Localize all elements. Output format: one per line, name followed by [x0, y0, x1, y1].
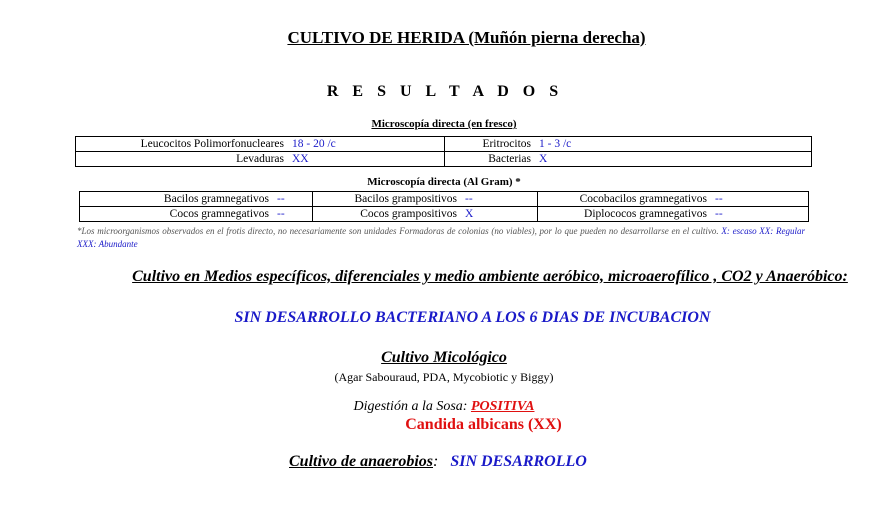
table-row: [76, 137, 812, 152]
cell-label: Eritrocitos: [482, 138, 531, 150]
microscopy-footnote: [77, 225, 805, 251]
fresh-microscopy-heading: Microscopía directa (en fresco): [371, 118, 517, 130]
results-heading: R E S U L T A D O S: [326, 83, 564, 100]
digestion-result: POSITIVA: [470, 399, 535, 414]
table-cell: [538, 192, 809, 207]
mycology-heading: Cultivo Micológico: [381, 349, 507, 366]
cell-label: Bacterias: [488, 153, 531, 165]
table-cell: [538, 207, 809, 222]
organism-result: Candida albicans (XX): [405, 416, 562, 433]
anaerobes-line: [289, 453, 587, 471]
footnote-legend: X: escaso XX: Regular XXX: Abundante: [77, 226, 805, 249]
cell-value: 18 - 20 /c: [292, 138, 336, 150]
table-cell: [80, 192, 313, 207]
table-cell: [76, 152, 445, 167]
culture-heading: Cultivo en Medios específicos, diferenciales y medio ambiente aeróbico, microaerofílico , CO2 y Anaeróbico:: [132, 268, 848, 285]
gram-microscopy-heading: Microscopía directa (Al Gram) *: [367, 176, 521, 188]
anaerobes-separator: :: [433, 453, 439, 470]
cell-value: XX: [292, 153, 309, 165]
fresh-microscopy-table: [75, 136, 812, 167]
report-title: CULTIVO DE HERIDA (Muñón pierna derecha): [287, 28, 646, 47]
cell-label: Levaduras: [236, 153, 284, 165]
cell-label: Leucocitos Polimorfonucleares: [140, 138, 284, 150]
table-row: [80, 192, 809, 207]
cell-value: --: [277, 193, 285, 205]
cell-label: Bacilos gramnegativos: [163, 193, 269, 205]
cell-value: 1 - 3 /c: [539, 138, 572, 150]
table-cell: [80, 207, 313, 222]
cell-value: --: [277, 208, 285, 220]
cell-value: --: [715, 208, 723, 220]
table-cell: [76, 137, 445, 152]
anaerobes-result: SIN DESARROLLO: [450, 453, 587, 470]
table-row: [76, 152, 812, 167]
cell-value: X: [539, 153, 548, 165]
mycology-media: (Agar Sabouraud, PDA, Mycobiotic y Biggy): [334, 370, 554, 384]
gram-microscopy-table: [79, 191, 809, 222]
cell-label: Diplococos gramnegativos: [584, 208, 707, 220]
digestion-label: Digestión a la Sosa:: [353, 399, 471, 414]
footnote-text: *Los microorganismos observados en el frotis directo, no necesariamente son unidades Formadoras de colonias (no viables), por lo que pueden no desarrollarse en el cultivo.: [77, 226, 719, 236]
cell-value: --: [465, 193, 473, 205]
table-cell: [313, 207, 538, 222]
table-cell: [445, 137, 812, 152]
culture-result: SIN DESARROLLO BACTERIANO A LOS 6 DIAS DE INCUBACION: [234, 309, 711, 326]
table-cell: [445, 152, 812, 167]
digestion-line: [0, 399, 888, 415]
anaerobes-label: Cultivo de anaerobios: [289, 453, 434, 470]
cell-value: X: [465, 208, 474, 220]
cell-label: Bacilos grampositivos: [354, 193, 457, 205]
cell-label: Cocos grampositivos: [360, 208, 457, 220]
cell-label: Cocos gramnegativos: [169, 208, 269, 220]
cell-label: Cocobacilos gramnegativos: [579, 193, 707, 205]
cell-value: --: [715, 193, 723, 205]
table-row: [80, 207, 809, 222]
table-cell: [313, 192, 538, 207]
